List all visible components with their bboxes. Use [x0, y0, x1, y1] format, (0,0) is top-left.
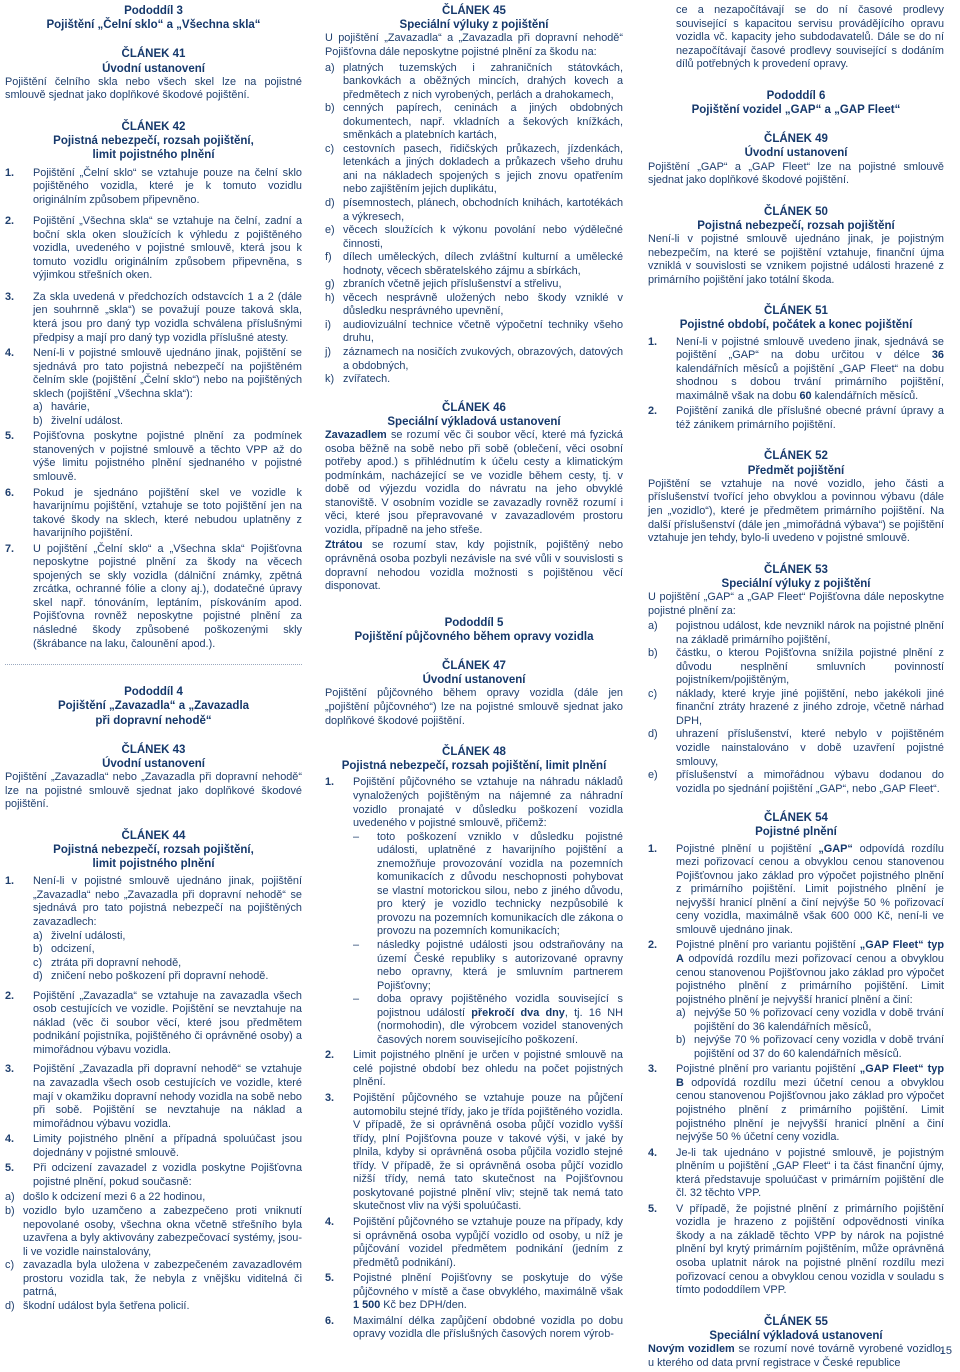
list-item: c) cestovních pasech, řidičských průkazech, jízdenkách, letenkách a jiných dokladech a průkazech všeho druhu ani na nákladech spojených s jejich znovu opatřením nebo zajištěním jejich duplikátu, — [325, 142, 623, 196]
dash-item: – doba opravy pojištěného vozidla související s pojistnou událostí překročí dva dny, tj. 16 NH (normohodin), dle výrobcem vozidel stanovených časových norem souvisejícího poškození. — [353, 993, 623, 1046]
list-item: a) pojistnou událost, kde nevznikl nárok na pojistné plnění na základě primárního pojištění, — [648, 620, 944, 646]
article-51-item-2: 2. Pojištění zaniká dle příslušné obecné právní úpravy a též zánikem primárního pojištění. — [648, 405, 944, 431]
list-item: g) zbraních včetně jejich příslušenství a střelivu, — [325, 278, 562, 291]
article-54-item-5: 5. V případě, že pojistné plnění z primárního pojištění vozidla je hrazeno z pojištění odpovědnosti viníka škody a na základě těchto VPP by nárok na pojistné plnění byl krytý primárním pojištěním, může oprávněná osoba uplatnit nárok na pojistné plnění rozdílu mezi pořizovací cenou a obvyklou cenou vozidla v souladu s tímto pododdílem VPP. — [648, 1202, 944, 1297]
article-48-item-2: 2. Limit pojistného plnění je určen v pojistné smlouvě na celé pojistné období bez ohledu na počet pojistných plnění. — [325, 1049, 623, 1089]
article-46-subtitle: Speciální výkladová ustanovení — [387, 415, 561, 428]
list-item: d) zničení nebo poškození při dopravní nehodě. — [33, 970, 269, 983]
article-51-item-1: 1. Není-li v pojistné smlouvě uvedeno jinak, sjednává se pojištění „GAP“ na dobu určitou v délce 36 kalendářních měsíců a pojištění „GAP Fleet“ na dobu shodnou s dobou trvání primárního pojištění, maximálně však na dobu 60 kalendářních měsíců. — [648, 335, 944, 402]
article-55-text: Novým vozidlem se rozumí nové továrně vyrobené vozidlo, u kterého od data první registrace v České republice — [648, 1343, 944, 1369]
section-5-title: Pododdíl 5 — [444, 616, 504, 629]
article-45-title: ČLÁNEK 45 — [442, 5, 506, 17]
section-6-title: Pododdíl 6 — [766, 89, 826, 102]
column-2 — [325, 4, 623, 1344]
list-item: d) škodní událost byla šetřena policií. — [5, 1299, 190, 1312]
article-48-item-3: 3. Pojištění půjčovného se vztahuje pouze na půjčení automobilu stejné třídy, jako je třída pojištěného vozidla. V případě, že si oprávněná osoba půjčí vozidlo vyšší třídy, plní Pojišťovna pouze v takové výši, v jaké by plnila, kdyby si oprávněná osoba půjčila vozidlo stejné třídy. V případě, že si oprávněná osoba půjčí vozidlo nižší třídy, nemá tato skutečnost na Pojišťovnou poskytované pojistné plnění vliv; stejně tak nemá tato skutečnost vliv na výši spoluúčasti. — [325, 1092, 623, 1213]
article-53-title: ČLÁNEK 53 — [764, 563, 828, 576]
article-45-intro: U pojištění „Zavazadla“ a „Zavazadla při dopravní nehodě“ Pojišťovna dále neposkytne pojistné plnění za škodu na: — [325, 32, 623, 58]
article-42-item-1: 1. Pojištění „Čelní sklo“ se vztahuje pouze na čelní sklo pojištěného vozidla, které je k tomuto vozidlu originálním způsobem připevněno. — [5, 166, 302, 206]
article-42-item-4: 4. Není-li v pojistné smlouvě ujednáno jinak, pojištění se sjednává pro tato pojistná nebezpečí na pojištěném čelním skle (pojištění „Čelní sklo“) nebo na pojištěných sklech (pojištění „Všechna skla“): a) havárie, b) živelní událost. — [5, 347, 302, 427]
article-42-item-2: 2. Pojištění „Všechna skla“ se vztahuje na čelní, zadní a boční skla oken sloužících k výhledu z pojištěného vozidla, uvedeného v pojistné smlouvě, která jsou k tomuto vozidlu originálním způsobem připevněna, s výjimkou střešních oken. — [5, 215, 302, 282]
list-item: d) uhrazení příslušenství, které nebylo v pojištěném vozidle nainstalováno v době uzavření pojistné smlouvy, — [648, 728, 944, 768]
list-item: c) ztráta při dopravní nehodě, — [33, 956, 182, 969]
article-55-title: ČLÁNEK 55 — [764, 1315, 828, 1328]
article-55-subtitle: Speciální výkladová ustanovení — [709, 1329, 883, 1342]
list-item: a) živelní události, — [33, 929, 126, 942]
article-44-subtitle-1: Pojistná nebezpečí, rozsah pojištění, — [53, 843, 254, 856]
article-51-title: ČLÁNEK 51 — [764, 305, 828, 318]
list-item: a) došlo k odcizení mezi 6 a 22 hodinou, — [5, 1191, 206, 1204]
article-42-item-6: 6. Pokud je sjednáno pojištění skel ve vozidle k havarijnímu pojištění, vztahuje se toto pojištění jen na takové škody na sklech, které nebudou uplatněny z havarijního pojištění. — [5, 486, 302, 540]
list-item: k) zvířatech. — [325, 373, 391, 386]
list-item: i) audiovizuální technice včetně výpočetní techniky všeho druhu, — [325, 318, 623, 345]
list-item: c) náklady, které kryje jiné pojištění, nebo jakékoli jiné finanční ztráty hrazené z jiného zdroje, včetně nárhad DPH, — [648, 687, 944, 727]
article-47-title: ČLÁNEK 47 — [442, 660, 506, 672]
section-4-subtitle-2: při dopravní nehodě“ — [95, 714, 212, 727]
article-41-subtitle: Úvodní ustanovení — [102, 62, 205, 75]
article-48-item-1: 1. Pojištění půjčovného se vztahuje na náhradu nákladů vynaložených pojištěným na nájemné za náhradní vozidlo pronajaté v důsledku poškození vozidla uvedeného v pojistné smlouvě, přičemž: – toto poškození vzniklo v důsledku pojistné události, uplatněné z havarijního pojištění a znemožňuje provozování vozidla na pozemních komunikacích z důvodu neschopnosti pohybovat se vlastní motorickou silou, nebo z jiného důvodu, pro který je vozidlo technicky nezpůsobilé k provozu na pozemních komunikacích dle zákona o provozu na pozemních komunikacích; – následky pojistné události jsou odstraňovány na území České republiky s autorizované opravny nebo opravny, která je smluvním partnerem Pojišťovny; – doba opravy pojištěného vozidla související s pojistnou událostí překročí dva dny, tj. 16 NH (normohodin), dle výrobcem vozidel stanovených časových norem souvisejícího poškození. — [325, 776, 623, 1046]
list-item: h) věcech nesprávně uložených nebo škody vzniklé v důsledku nesprávného upevnění, — [325, 291, 623, 318]
column-3 — [648, 4, 944, 1372]
column-1 — [5, 4, 302, 1313]
article-48-item-5: 5. Pojistné plnění Pojišťovny se poskytuje do výše půjčovného v místě a čase obvyklého, maximálně však 1 500 Kč bez DPH/den. — [325, 1272, 623, 1312]
article-54-item-4: 4. Je-li tak ujednáno v pojistné smlouvě, je pojistným plněním u pojištění „GAP Fleet“ i ta část finanční újmy, která představuje spoluúčast v primárním pojištění dle čl. 32 těchto VPP. — [648, 1146, 944, 1200]
article-46-title: ČLÁNEK 46 — [442, 401, 506, 414]
article-53-list — [648, 620, 944, 796]
article-44-subtitle-2: limit pojistného plnění — [92, 858, 215, 871]
article-54-subtitle: Pojistné plnění — [755, 826, 837, 839]
article-42-item-3: 3. Za skla uvedená v předchozích odstavcích 1 a 2 (dále jen souhrnně „skla“) se považují pouze taková skla, která jsou pro daný typ vozidla schválena příslušnými předpisy a mají pro daný typ vozidla příslušné atesty. — [5, 290, 302, 344]
article-44-item-1: 1. Není-li v pojistné smlouvě ujednáno jinak, pojištění „Zavazadla“ nebo „Zavazadla při dopravní nehodě“ se sjednává pro tato pojistná nebezpečí na pojištěných zavazadlech: a) živelní události, b) odcizení, c) ztráta při dopravní nehodě, d) zničení nebo poškození při dopravní nehodě. — [5, 875, 302, 983]
article-43-text: Pojištění „Zavazadla“ nebo „Zavazadla při dopravní nehodě“ lze na pojistné smlouvě sjednat jako doplňkové škodové pojištění. — [5, 771, 302, 811]
article-41-title: ČLÁNEK 41 — [121, 48, 186, 61]
section-6-subtitle: Pojištění vozidel „GAP“ a „GAP Fleet“ — [691, 103, 901, 116]
article-44-item-3: 3. Pojištění „Zavazadla při dopravní nehodě“ se vztahuje na zavazadla všech osob cestujících ve vozidle, které mají v okamžiku dopravní nehody vozidla na sobě nebo při sobě. Pojištění se nevztahuje na náklad a mimořádnou výbavu vozidla. — [5, 1063, 302, 1130]
section-divider — [5, 664, 302, 665]
list-item: b) cenných papírech, ceninách a jiných obdobných dokumentech, např. vkladních a šekových knížkách, směnkách a platebních kartách, — [325, 102, 623, 142]
article-47-subtitle: Úvodní ustanovení — [422, 674, 526, 687]
article-45-list — [325, 62, 623, 387]
article-41-text: Pojištění čelního skla nebo všech skel lze na pojistné smlouvě sjednat jako doplňkové škodové pojištění. — [5, 75, 302, 102]
list-item: j) záznamech na nosičích zvukových, obrazových, datových a obdobných, — [325, 345, 623, 372]
article-52-title: ČLÁNEK 52 — [764, 450, 828, 463]
list-item: d) písemnostech, plánech, obchodních knihách, kartotékách a výkresech, — [325, 196, 623, 223]
article-44-item-5: 5. Při odcizení zavazadel z vozidla poskytne Pojišťovna pojistné plnění, pokud současně: — [5, 1162, 302, 1188]
page-number: 15 — [939, 1345, 952, 1358]
article-53-intro: U pojištění „GAP“ a „GAP Fleet“ Pojišťovna dále neposkytne pojistné plnění za: — [648, 591, 944, 617]
article-44-item-5-list — [5, 1191, 302, 1313]
article-50-subtitle: Pojistná nebezpečí, rozsah pojištění — [697, 219, 895, 232]
article-54-item-2: 2. Pojistné plnění pro variantu pojištění „GAP Fleet“ typ A odpovídá rozdílu mezi pořizovací cenou a obvyklou cenou stanovenou Pojišťovnou jako základ pro výpočet pojistného plnění z primárního pojištění. Limit pojistného plnění je nejvyšší hranicí plnění a činí: a) nejvýše 50 % pořizovací ceny vozidla v době trvání pojištění do 36 kalendářních měsíců, b) nejvýše 70 % pořizovací ceny vozidla v době trvání pojištění od 37 do 60 kalendářních měsíců. — [648, 939, 944, 1060]
article-52-text: Pojištění se vztahuje na nové vozidlo, jeho části a příslušenství tvořící jeho obvyklou a povinnou výbavu (dále jen „vozidlo“), které je předmětem primárního pojištění. Na další příslušenství (dále jen „mimořádná výbava“) se pojištění vztahuje jen tehdy, bylo-li uvedeno v pojistné smlouvě. — [648, 477, 944, 545]
dash-item: – toto poškození vzniklo v důsledku pojistné události, uplatněné z havarijního pojištění a znemožňuje provozování vozidla na pozemních komunikacích z důvodu neschopnosti pohybovat se vlastní motorickou silou, nebo z jiného důvodu, pro který je vozidlo technicky nezpůsobilé k provozu na pozemních komunikacích dle zákona o provozu na pozemních komunikacích; — [353, 830, 623, 938]
article-48-subtitle: Pojistná nebezpečí, rozsah pojištění, limit plnění — [341, 760, 607, 773]
list-item: b) částku, o kterou Pojišťovna snížila pojistné plnění z důvodu nesplnění smluvních povinností pojistníkem/pojištěným, — [648, 647, 944, 687]
article-51-subtitle: Pojistné období, počátek a konec pojištění — [679, 319, 913, 332]
article-42-subtitle-1: Pojistná nebezpečí, rozsah pojištění, — [53, 135, 254, 148]
article-53-subtitle: Speciální výluky z pojištění — [721, 577, 871, 590]
list-item: a) platných tuzemských i zahraničních státovkách, bankovkách a oběžných mincích, drahých kovech a předmětech z nich vyrobených, perlách a drahokamech, — [325, 61, 623, 101]
article-47-text: Pojištění půjčovného během opravy vozidla (dále jen „pojištění půjčovného“) lze na pojistné smlouvě sjednat jako doplňkové škodové pojištění. — [325, 687, 623, 727]
article-48-title: ČLÁNEK 48 — [442, 746, 506, 759]
section-3-subtitle: Pojištění „Čelní sklo“ a „Všechna skla“ — [46, 19, 261, 32]
section-3-title: Pododdíl 3 — [124, 5, 183, 17]
article-50-title: ČLÁNEK 50 — [764, 205, 828, 218]
article-44-title: ČLÁNEK 44 — [121, 829, 186, 842]
article-45-subtitle: Speciální výluky z pojištění — [399, 19, 549, 32]
article-46-paragraph-2: Ztrátou se rozumí stav, kdy pojistník, pojištěný nebo oprávněná osoba pozbyli nezávisle na své vůli v souvislosti s dopravní nehodou vozidla možnosti s pojištěnou věcí disponovat. — [325, 539, 623, 593]
article-44-item-4: 4. Limity pojistného plnění a případná spoluúčast jsou dojednány v pojistné smlouvě. — [5, 1133, 302, 1159]
article-42-subtitle-2: limit pojistného plnění — [92, 149, 215, 162]
list-item: a) havárie, — [33, 401, 90, 414]
list-item: a) nejvýše 50 % pořizovací ceny vozidla v době trvání pojištění do 36 kalendářních měsíců, — [676, 1007, 944, 1033]
article-49-title: ČLÁNEK 49 — [764, 133, 828, 146]
section-4-title: Pododdíl 4 — [124, 686, 183, 699]
continued-text: ce a nezapočítávají se do ní časové prodlevy související s kapacitou servisu provádějícího opravu vozidla vč. kapacity jeho subdodavatelů. Dále se do ní nezapočítávají časové prodlevy související s dodáním dílů potřebných k provedení opravy. — [676, 4, 944, 71]
article-49-text: Pojištění „GAP“ a „GAP Fleet“ lze na pojistné smlouvě sjednat jako doplňkové škodové pojištění. — [648, 160, 944, 187]
list-item: b) živelní událost. — [33, 414, 124, 427]
article-54-item-1: 1. Pojistné plnění u pojištění „GAP“ odpovídá rozdílu mezi pořizovací cenou a obvyklou cenou stanovenou Pojišťovnou jako základ pro výpočet pojistného plnění z primárního pojištění. Limit pojistného plnění je nejvyšší hranicí plnění a činí nejvýše 50 % pořizovací ceny vozidla, maximálně však 600 000 Kč, není-li ve smlouvě ujednáno jinak. — [648, 842, 944, 936]
article-42-title: ČLÁNEK 42 — [121, 120, 186, 133]
article-54-title: ČLÁNEK 54 — [764, 812, 828, 825]
article-48-item-6: 6. Maximální délka zapůjčení obdobné vozidla po dobu opravy vozidla dle příslušných časových norem výrob- — [325, 1314, 623, 1341]
article-48-item-4: 4. Pojištění půjčovného se vztahuje pouze na případy, kdy si oprávněná osoba vypůjčí vozidlo od osoby, u níž je půjčování vozidel předmětem podnikání (jedním z předmětů podnikání). — [325, 1215, 623, 1269]
list-item: f) dílech uměleckých, dílech zvláštní kulturní a umělecké hodnoty, věcech sběratelského zájmu a sbírkách, — [325, 251, 623, 277]
dash-item: – následky pojistné události jsou odstraňovány na území České republiky s autorizované opravny nebo opravny, která je smluvním partnerem Pojišťovny; — [353, 939, 623, 992]
article-43-subtitle: Úvodní ustanovení — [102, 757, 205, 770]
article-43-title: ČLÁNEK 43 — [121, 743, 186, 756]
list-item: b) nejvýše 70 % pořizovací ceny vozidla v době trvání pojištění od 37 do 60 kalendářních měsíců. — [676, 1034, 944, 1060]
section-5-subtitle: Pojištění půjčovného během opravy vozidla — [354, 630, 594, 643]
section-4-subtitle-1: Pojištění „Zavazadla“ a „Zavazadla — [57, 700, 250, 713]
article-46-paragraph-1: Zavazadlem se rozumí věc či soubor věcí, které má fyzická osoba běžně na sobě nebo při sobě (oblečení, věci osobní potřeby apod.) s přihlédnutím k účelu cesty a klimatickým podmínkám, nacházející se ve vozidle během cesty, tj. v době od výjezdu vozidla do návratu na jeho obvyklé stanoviště. V osobním vozidle se zavazadly rovněž rozumí i věci, které jsou přepravované v zavazadlovém prostoru vozidla, případně na jeho střeše. — [325, 429, 623, 536]
article-54-item-3: 3. Pojistné plnění pro variantu pojištění „GAP Fleet“ typ B odpovídá rozdílu mezi účetní cenou a obvyklou cenou stanovenou Pojišťovnou jako základ pro výpočet pojistného plnění z primárního pojištění. Limit pojistného plnění je nejvyšší hranicí plnění a činí nejvýše 50 % účetní ceny vozidla. — [648, 1063, 944, 1144]
list-item: b) odcizení, — [33, 943, 95, 956]
list-item: e) věcech sloužících k výkonu povolání nebo výdělečné činnosti, — [325, 224, 623, 250]
article-44-item-2: 2. Pojištění „Zavazadla“ se vztahuje na zavazadla všech osob cestujících ve vozidle. Pojištění se nevztahuje na náklad (věc či soubor věcí, které jsou předmětem podnikání pojistníka, pojištěného či oprávněné osoby) a mimořádnou výbavu vozidla. — [5, 989, 302, 1056]
article-52-subtitle: Předmět pojištění — [747, 464, 845, 477]
article-50-text: Není-li v pojistné smlouvě ujednáno jinak, je pojistným nebezpečím, na které se pojištění vztahuje, finanční újma vzniklá v souvislosti se vznikem pojistné události hrazené z primárního pojištění jako totální škoda. — [648, 233, 944, 286]
list-item: c) zavazadla byla uložena v zabezpečeném zavazadlovém prostoru vozidla tak, že nebyla z vnějšku viditelná či patrná, — [5, 1259, 302, 1299]
article-49-subtitle: Úvodní ustanovení — [744, 147, 848, 160]
article-42-item-5: 5. Pojišťovna poskytne pojistné plnění za podmínek stanovených v pojistné smlouvě a těchto VPP až do výše limitu pojistného plnění sjednaného v pojistné smlouvě. — [5, 430, 302, 483]
list-item: b) vozidlo bylo uzamčeno a zabezpečeno proti vniknutí nepovolané osoby, všechna okna včetně střešního byla uzavřena a byly aktivovány zabezpečovací systémy, jsou-li ve vozidle nainstalovány, — [5, 1204, 302, 1258]
list-item: e) příslušenství a mimořádnou výbavu dodanou do vozidla po sjednání pojištění „GAP“, nebo „GAP Fleet“. — [648, 769, 944, 795]
article-42-item-7: 7. U pojištění „Čelní sklo“ a „Všechna skla“ Pojišťovna neposkytne pojistné plnění za škody na věcech spojených se skly vozidla (dálniční známky, zpětná zrcátka, ochranné fólie a clony aj.), dodatečné úpravy skel např. tónováním, leptáním, pískováním apod. Pojišťovna rovněž neposkytne pojistné plnění za následné škody způsobené poškozenými skly (škrábance na laku, čalounění apod.). — [5, 542, 302, 650]
